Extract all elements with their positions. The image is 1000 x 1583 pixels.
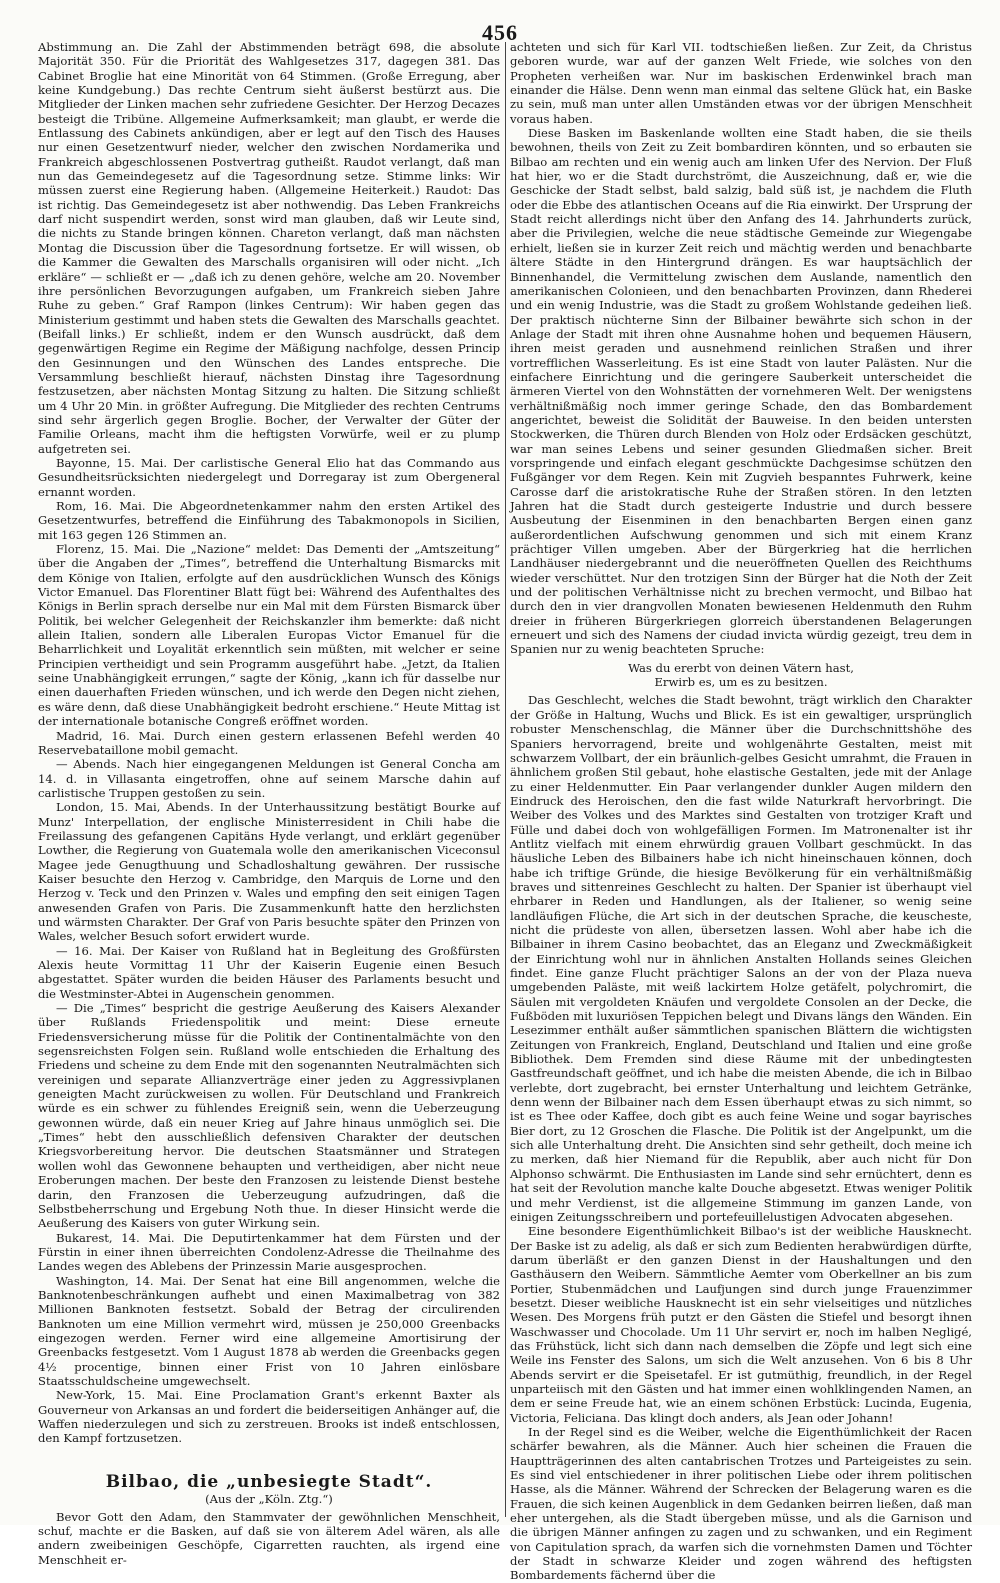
article-paragraph: Eine besondere Eigenthümlichkeit Bilbao's ist der weibliche Hausknecht. Der Baske ist zu adelig, als daß er sich zum Bedienten herabwürdigen dürfte, darum überläßt er den ganzen Dienst in der Haushaltungen und den Gasthäusern den Weibern. Sämmtliche Aemter vom Oberkellner an bis zum Portier, Stubenmädchen und Laufjungen sind durch junge Frauenzimmer besetzt. Dieser weibliche Hausknecht ist ein sehr vielseitiges und nützliches Wesen. Des Morgens früh putzt er den Gästen die Stiefel und besorgt ihnen Waschwasser und Chocolade. Um 11 Uhr servirt er, noch im halben Negligé, das Frühstück, licht sich dann nach demselben die Zöpfe und legt sich eine Weile ins Fenster des Salons, um sich die Welt anzusehen. Von 6 bis 8 Uhr Abends servirt er die Speisetafel. Er ist gutmüthig, freundlich, in der Regel unparteiisch mit den Gästen und hat immer einen wohlklingenden Namen, an dem er seine Freude hat, wie an einem schönen Erbstück: Lucinda, Eugenia, Victoria, Feliciana. Das klingt doch anders, als Jean oder Johann! <box>510 1224 972 1425</box>
page-number: 456 <box>482 20 518 45</box>
left-column <box>38 40 500 1567</box>
news-paragraph: Rom, 16. Mai. Die Abgeordnetenkammer nahm den ersten Artikel des Gesetzentwurfes, betreffend die Einführung des Tabakmonopols in Sicilien, mit 163 gegen 126 Stimmen an. <box>38 499 500 542</box>
news-paragraph: — Abends. Nach hier eingegangenen Meldungen ist General Concha am 14. d. in Villasanta eingetroffen, ohne auf seinem Marsche dahin auf carlistische Truppen gestoßen zu sein. <box>38 757 500 800</box>
article-source: (Aus der „Köln. Ztg.“) <box>205 1491 333 1506</box>
news-paragraph: New-York, 15. Mai. Eine Proclamation Grant's erkennt Baxter als Gouverneur von Arkansas an und fordert die beiderseitigen Anhänger auf, die Waffen niederzulegen und sich zu zerstreuen. Brooks ist indeß entschlossen, den Kampf fortzusetzen. <box>38 1388 500 1446</box>
column-divider <box>505 42 506 1517</box>
news-paragraph: — Die „Times“ bespricht die gestrige Aeußerung des Kaisers Alexander über Rußlands Friedenspolitik und meint: Diese erneute Friedensversicherung müsse für die Politik der Continentalmächte von den segensreichsten Folgen sein. Rußland wolle entschieden die Erhaltung des Friedens und scheine zu dem Ende mit den sogenannten Neutralmächten sich vereinigen und separate Allianzverträge einer jeden zu Aggressivplanen geneigten Macht zurückweisen zu wollen. Für Deutschland und Frankreich würde es ein schwer zu fühlendes Ereigniß sein, wenn die Ueberzeugung gewonnen würde, daß ein neuer Krieg auf Jahre hinaus unmöglich sei. Die „Times“ hebt den ausschließlich defensiven Charakter der deutschen Kriegsvorbereitung hervor. Die deutschen Staatsmänner und Strategen wollen wohl das Gewonnene behaupten und vertheidigen, aber nicht neue Eroberungen machen. Der beste den Franzosen zu leistende Dienst bestehe darin, den Franzosen die Ueberzeugung aufzudringen, daß die Selbstbeherrschung und Ergebung Noth thue. In dieser Hinsicht werde die Aeußerung des Kaisers von guter Wirkung sein. <box>38 1001 500 1231</box>
right-column <box>510 40 972 1583</box>
news-paragraph: — 16. Mai. Der Kaiser von Rußland hat in Begleitung des Großfürsten Alexis heute Vormittag 11 Uhr der Kaiserin Eugenie einen Besuch abgestattet. Später wurden die beiden Häuser des Parlaments besucht und die Westminster-Abtei in Augenschein genommen. <box>38 943 500 1001</box>
news-paragraph: Florenz, 15. Mai. Die „Nazione“ meldet: Das Dementi der „Amtszeitung“ über die Angaben der „Times“, betreffend die Unterhaltung Bismarcks mit dem Könige von Italien, erfolgte auf den ausdrücklichen Wunsch des Königs Victor Emanuel. Das Florentiner Blatt fügt bei: Während des Aufenthaltes des Königs in Berlin sprach derselbe nur ein Mal mit dem Fürsten Bismarck über Politik, bei welcher Gelegenheit der Reichskanzler ihm bemerkte: daß nicht allein Italien, sondern alle Liberalen Europas Victor Emanuel für die Beharrlichkeit und Loyalität erkenntlich sein müßten, mit welcher er seine Principien vertheidigt und sein Programm ausgeführt habe. „Jetzt, da Italien seine Unabhängigkeit errungen,“ sagte der König, „kann ich für dasselbe nur einen dauerhaften Frieden wünschen, und ich werde den Degen nicht ziehen, es wäre denn, daß diese Unabhängigkeit bedroht erschiene.“ Heute Mittag ist der internationale botanische Congreß eröffnet worden. <box>38 542 500 729</box>
news-paragraph: Abstimmung an. Die Zahl der Abstimmenden beträgt 698, die absolute Majorität 350. Für die Priorität des Wahlgesetzes 317, dagegen 381. Das Cabinet Broglie hat eine Minorität von 64 Stimmen. (Große Erregung, aber keine Kundgebung.) Das rechte Centrum sieht äußerst bestürzt aus. Die Mitglieder der Linken machen sehr zufriedene Gesichter. Der Herzog Decazes besteigt die Tribüne. Allgemeine Aufmerksamkeit; man glaubt, er werde die Entlassung des Cabinets ankündigen, aber er legt auf den Tisch des Hauses nur einen Gesetzentwurf nieder, welcher den zwischen Nordamerika und Frankreich abgeschlossenen Postvertrag gutheißt. Raudot verlangt, daß man nun das Gemeindegesetz auf die Tagesordnung setze. Stimme links: Wir müssen zuerst eine Regierung haben. (Allgemeine Heiterkeit.) Raudot: Das ist richtig. Das Gemeindegesetz ist aber nothwendig. Das Leben Frankreichs darf nicht suspendirt werden, sonst wird man glauben, daß wir Leute sind, die nichts zu Stande bringen können. Chareton verlangt, daß man nächsten Montag die Discussion über die Tagesordnung fortsetze. Er will wissen, ob die Kammer die Gewalten des Marschalls organisiren will oder nicht. „Ich erkläre“ — schließt er — „daß ich zu denen gehöre, welche am 20. November ihre persönlichen Bevorzugungen aufgaben, um Frankreich sieben Jahre Ruhe zu geben.“ Graf Rampon (linkes Centrum): Wir haben gegen das Ministerium gestimmt und haben stets die Gewalten des Marschalls geachtet. (Beifall links.) Er schließt, indem er den Wunsch ausdrückt, daß dem gegenwärtigen Regime ein Regime der Mäßigung nachfolge, dessen Princip den Gesinnungen und den Wünschen des Landes entspreche. Die Versammlung beschließt hierauf, nächsten Dinstag ihre Tagesordnung festzusetzen, aber nächsten Montag Sitzung zu halten. Die Sitzung schließt um 4 Uhr 20 Min. in größter Aufregung. Die Mitglieder des rechten Centrums sind sehr ärgerlich gegen Broglie. Bocher, der Verwalter der Güter der Familie Orleans, macht ihm die heftigsten Vorwürfe, weil er zu plump aufgetreten sei. <box>38 40 501 456</box>
article-paragraph: Diese Basken im Baskenlande wollten eine Stadt haben, die sie theils bewohnen, theils von Zeit zu Zeit bombardiren könnten, und so erbauten sie Bilbao am rechten und ein wenig auch am linken Ufer des Nervion. Der Fluß hat hier, wo er die Stadt durchströmt, die Auszeichnung, daß er, wie die Geschicke der Stadt selbst, bald salzig, bald süß ist, je nachdem die Fluth oder die Ebbe des atlantischen Oceans auf die Ria einwirkt. Der Ursprung der Stadt reicht allerdings nicht über den Anfang des 14. Jahrhunderts zurück, aber die Privilegien, welche die neue städtische Gemeinde zur Wiegengabe erhielt, ließen sie in kurzer Zeit reich und mächtig werden und benachbarte ältere Städte in den Hintergrund drängen. Es war hauptsächlich der Binnenhandel, die Vermittelung zwischen dem Auslande, namentlich den amerikanischen Colonieen, und den benachbarten Provinzen, dann Rhederei und ein wenig Industrie, was die Stadt zu großem Wohlstande gedeihen ließ. Der praktisch nüchterne Sinn der Bilbainer bewährte sich schon in der Anlage der Stadt mit ihren ohne Ausnahme hohen und bequemen Häusern, ihren meist geraden und ausnehmend reinlichen Straßen und ihrer vortrefflichen Wasserleitung. Es ist eine Stadt von lauter Palästen. Nur die einfachere Einrichtung und die geringere Sauberkeit unterscheidet die ärmeren Viertel von den Wohnstätten der vornehmeren Welt. Der wenigstens verhältnißmäßig noch immer geringe Schade, den das Bombardement angerichtet, beweist die Solidität der Bauweise. In den beiden untersten Stockwerken, die Thüren durch Blenden von Holz oder Erdsäcken geschützt, war man seines Lebens und seiner gesunden Gliedmaßen sicher. Breit vorspringende und einfach elegant geschmückte Dachgesimse schützen den Fußgänger vor dem Regen. Kein mit Zugvieh bespanntes Fuhrwerk, keine Carosse darf die aristokratische Ruhe der Straßen stören. In den letzten Jahren hat die Stadt durch gesteigerte Industrie und durch bessere Ausbeutung der Eisenminen in den benachbarten Bergen einen ganz außerordentlichen Aufschwung genommen und sich mit einem Kranz prächtiger Villen umgeben. Aber der Bürgerkrieg hat die herrlichen Landhäuser niedergebrannt und die neueröffneten Quellen des Reichthums wieder verschüttet. Nur den trotzigen Sinn der Bürger hat die Noth der Zeit und der politischen Verhältnisse nicht zu brechen vermocht, und Bilbao hat durch den in vier drangvollen Monaten bewiesenen Heldenmuth den Ruhm dreier in früheren Bürgerkriegen glorreich überstandenen Belagerungen erneuert und sich des Namens der ciudad invicta würdig gezeigt, treu dem in Spanien nur zu wenig beachteten Spruche: <box>510 126 972 657</box>
news-paragraph: London, 15. Mai, Abends. In der Unterhaussitzung bestätigt Bourke auf Munz' Interpellation, der englische Ministerresident in Chili habe die Freilassung des gefangenen Capitäns Hyde verlangt, und erklärt gegenüber Lowther, die Regierung von Guatemala wolle den amerikanischen Viceconsul Magee jede Genugthuung und Schadloshaltung gewähren. Der russische Kaiser besuchte den Herzog v. Cambridge, den Marquis de Lorne und den Herzog v. Teck und den Prinzen v. Wales und empfing den seit einigen Tagen anwesenden Grafen von Paris. Die Zusammenkunft hatte den herzlichsten und wärmsten Charakter. Der Graf von Paris besuchte später den Prinzen von Wales, welcher Besuch sofort erwidert wurde. <box>38 800 500 944</box>
article-paragraph: Das Geschlecht, welches die Stadt bewohnt, trägt wirklich den Charakter der Größe in Haltung, Wuchs und Blick. Es ist ein gewaltiger, ursprünglich robuster Menschenschlag, die Männer über die Durchschnittshöhe des Spaniers hervorragend, breite und wohlgenährte Gestalten, meist mit schwarzem Vollbart, der ein bräunlich-gelbes Gesicht umrahmt, die Frauen in ähnlichem großen Stil gebaut, hohe elastische Gestalten, jede mit der Anlage zu einer Heldenmutter. Ein Paar verlangender dunkler Augen mildern den Eindruck des Heroischen, den die fast wilde Naturkraft hervorbringt. Die Weiber des Volkes und des Marktes sind Gestalten von trotziger Kraft und Fülle und dabei doch von wohlgefälligen Formen. Im Matronenalter ist ihr Antlitz vielfach mit einem ehrwürdig grauen Vollbart geschmückt. In das häusliche Leben des Bilbainers habe ich nicht hineinschauen können, doch habe ich triftige Gründe, die hiesige Bevölkerung für ein verhältnißmäßig braves und sittenreines Geschlecht zu halten. Der Spanier ist überhaupt viel ehrbarer in Reden und Handlungen, als der Italiener, so wenig seine landläufigen Flüche, die Art sich in der deutschen Sprache, die keuscheste, nicht die prüdeste von allen, übersetzen lassen. Wohl aber habe ich die Bilbainer in ihrem Casino beobachtet, das an Eleganz und Zweckmäßigkeit der Einrichtung wohl nur in ähnlichen Anstalten Hollands seines Gleichen findet. Eine ganze Flucht prächtiger Salons an der von der Plaza nueva umgebenden Paläste, mit weiß lackirtem Holze getäfelt, polychromirt, die Säulen mit vergoldeten Knäufen und vergoldete Consolen an der Decke, die Fußböden mit luxuriösen Teppichen belegt und Divans längs den Wänden. Ein Lesezimmer enthält außer sämmtlichen spanischen Blättern die wichtigsten Zeitungen von Frankreich, England, Deutschland und Italien und eine große Bibliothek. Dem Fremden sind diese Räume mit der unbedingtesten Gastfreundschaft geöffnet, und ich habe die meisten Abende, die ich in Bilbao verlebte, dort zugebracht, bei ernster Unterhaltung und leichtem Getränke, denn wenn der Bilbainer nach dem Essen überhaupt etwas zu sich nimmt, so ist es Thee oder Kaffee, doch gibt es auch feine Weine und sogar bayrisches Bier dort, zu 12 Groschen die Flasche. Die Politik ist der Angelpunkt, um die sich alle Unterhaltung dreht. Die Ansichten sind sehr getheilt, doch meine ich zu merken, daß hier Niemand für die Republik, aber auch nicht für Don Alphonso schwärmt. Die Enthusiasten im Lande sind sehr ernüchtert, denn es hat seit der Revolution manche kalte Douche abgesetzt. Etwas weniger Politik und mehr Verdienst, ist die allgemeine Stimmung im ganzen Lande, von einigen Zeitungsschreibern und portefeuillelustigen Advocaten abgesehen. <box>510 693 972 1224</box>
article-paragraph: achteten und sich für Karl VII. todtschießen ließen. Zur Zeit, da Christus geboren wurde, war auf der ganzen Welt Friede, wie solches von den Propheten verheißen war. Nur im baskischen Erdenwinkel brach man einander die Hälse. Denn wenn man einmal das seltene Glück hat, ein Baske zu sein, muß man unter allen Umständen etwas vor der übrigen Menschheit voraus haben. <box>510 40 972 126</box>
article-intro: Bevor Gott den Adam, den Stammvater der gewöhnlichen Menschheit, schuf, machte er die Basken, auf daß sie von älterem Adel wären, als alle andern zweibeinigen Geschöpfe, Cigarretten rauchten, als irgend eine Menschheit er- <box>38 1509 500 1567</box>
news-paragraph: Washington, 14. Mai. Der Senat hat eine Bill angenommen, welche die Banknotenbeschränkungen aufhebt und einen Maximalbetrag von 382 Millionen Banknoten festsetzt. Sobald der Betrag der circulirenden Banknoten um eine Million vermehrt wird, müssen je 250,000 Greenbacks eingezogen werden. Ferner wird eine allgemeine Amortisirung der Greenbacks festgesetzt. Vom 1 August 1878 ab werden die Greenbacks gegen 4½ procentige, binnen einer Frist von 10 Jahren einlösbare Staatsschuldscheine umgewechselt. <box>38 1273 500 1388</box>
article-paragraph: In der Regel sind es die Weiber, welche die Eigenthümlichkeit der Racen schärfer bewahren, als die Männer. Auch hier scheinen die Frauen die Hauptträgerinnen des alten cantabrischen Trotzes und Parteigeistes zu sein. Es sind viel entschiedener in ihrer politischen Liebe oder ihrem politischen Hasse, als die Männer. Während der Schrecken der Belagerung waren es die Frauen, die sich keinen Augenblick in dem Gedanken beirren ließen, daß man eher untergehen, als die Stadt übergeben müsse, und als die Garnison und die übrigen Männer anfingen zu zagen und zu schwanken, und ein Regiment von Capitulation sprach, da warfen sich die vornehmsten Damen und Töchter der Stadt in schwarze Kleider und zogen während des heftigsten Bombardements fächernd über die <box>510 1425 972 1583</box>
news-paragraph: Bayonne, 15. Mai. Der carlistische General Elio hat das Commando aus Gesundheitsrücksichten niedergelegt und Dorregaray ist zum Obergeneral ernannt worden. <box>38 455 500 499</box>
verse-line: Erwirb es, um es zu besitzen. <box>654 675 828 690</box>
news-paragraph: Bukarest, 14. Mai. Die Deputirtenkammer hat dem Fürsten und der Fürstin in einer ihnen überreichten Condolenz-Adresse die Theilnahme des Landes wegen des Ablebens der Prinzessin Marie ausgesprochen. <box>38 1230 500 1274</box>
verse-quote <box>510 661 972 690</box>
verse-line: Was du ererbt von deinen Vätern hast, <box>628 660 854 675</box>
news-paragraph: Madrid, 16. Mai. Durch einen gestern erlassenen Befehl werden 40 Reservebataillone mobil gemacht. <box>38 728 500 757</box>
article-title: Bilbao, die „unbesiegte Stadt“. <box>105 1471 433 1492</box>
